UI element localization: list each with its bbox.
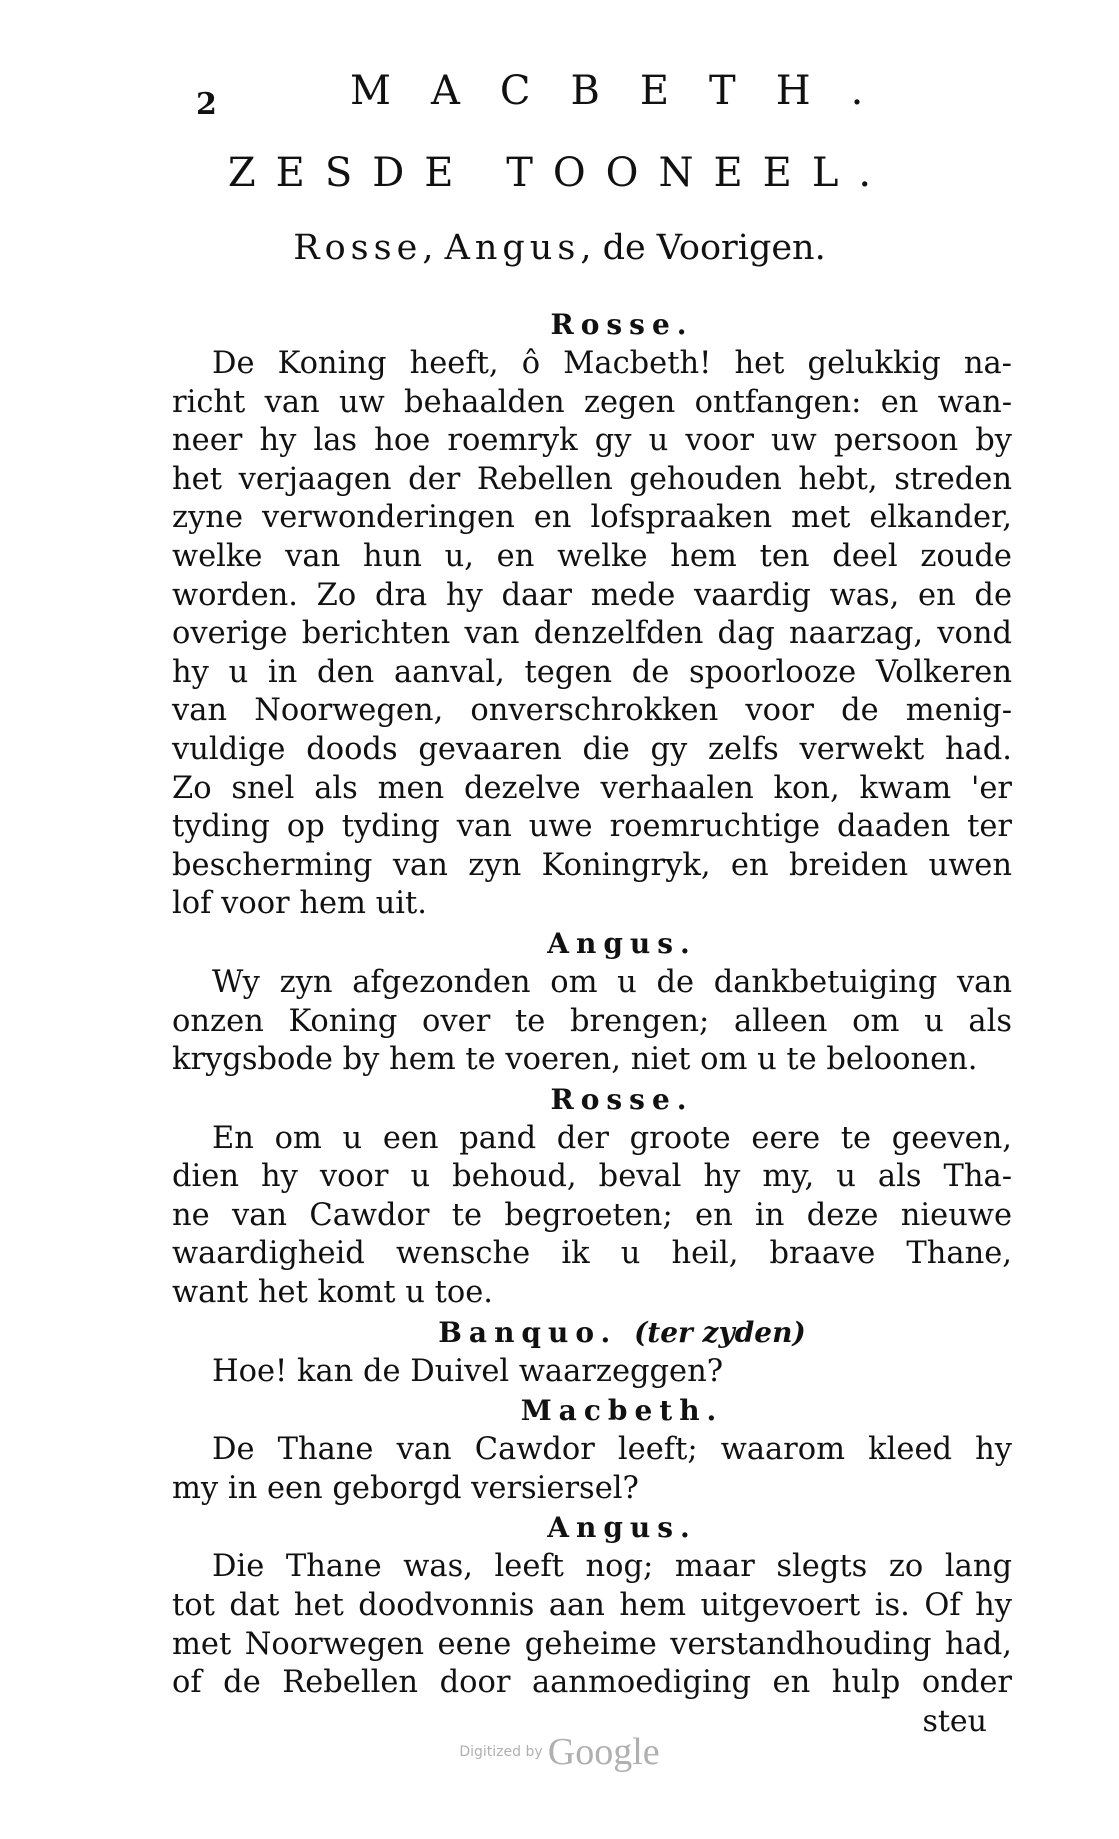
persons-rest: , de Voorigen. (580, 228, 826, 268)
text-line: ne van Cawdor te begroeten; en in deze nieuwe (172, 1197, 1012, 1233)
catchword: steu (922, 1703, 987, 1739)
speaker-heading (172, 305, 1012, 345)
text-line: overige berichten van denzelfden dag naarzag, vond (172, 616, 1012, 652)
text-line: bescherming van zyn Koningryk, en breiden uwen (172, 847, 1012, 883)
text-line: Die Thane was, leeft nog; maar slegts zo lang (212, 1549, 1012, 1585)
speaker-name: Angus. (547, 926, 697, 960)
text-line: vuldige doods gevaaren die gy zelfs verwekt had. (172, 731, 1012, 767)
text-line: krygsbode by hem te voeren, niet om u te beloonen. (172, 1042, 978, 1078)
text-line: het verjaagen der Rebellen gehouden hebt, streden (172, 461, 1012, 497)
text-line: van Noorwegen, onverschrokken voor de menig- (172, 693, 1012, 729)
text-line: want het komt u toe. (172, 1275, 493, 1311)
text-line: Hoe! kan de Duivel waarzeggen? (212, 1353, 724, 1389)
text-line: lof voor hem uit. (172, 886, 427, 922)
speaker-heading (172, 1313, 1012, 1353)
person-rosse: Rosse (293, 228, 423, 268)
speaker-name: Banquo. (438, 1315, 618, 1349)
text-line: met Noorwegen eene geheime verstandhouding had, (172, 1626, 1012, 1662)
text-line: of de Rebellen door aanmoediging en hulp onder (172, 1665, 1012, 1701)
text-line: tyding op tyding van uwe roemruchtige daaden ter (172, 809, 1012, 845)
text-line: dien hy voor u behoud, beval hy my, u als Tha- (172, 1159, 1012, 1195)
text-line: onzen Koning over te brengen; alleen om u als (172, 1003, 1012, 1039)
person-angus: Angus (444, 228, 581, 268)
digitized-by-label: Digitized by (459, 1744, 543, 1760)
speaker-heading (172, 924, 1012, 964)
text-line: waardigheid wensche ik u heil, braave Thane, (172, 1236, 1012, 1272)
text-line: Zo snel als men dezelve verhaalen kon, kwam 'er (172, 770, 1012, 806)
speaker-name: Macbeth. (520, 1394, 724, 1428)
text-line: zyne verwonderingen en lofspraaken met elkander, (172, 500, 1012, 536)
speaker-heading (172, 1080, 1012, 1120)
stage-direction: (ter zyden) (634, 1315, 806, 1349)
text-line: Wy zyn afgezonden om u de dankbetuiging van (212, 964, 1012, 1000)
text-line: welke van hun u, en welke hem ten deel zoude (172, 538, 1012, 574)
speaker-heading (172, 1391, 1012, 1431)
text-line: tot dat het doodvonnis aan hem uitgevoert is. Of hy (172, 1588, 1012, 1624)
text-line: De Koning heeft, ô Macbeth! het gelukkig na- (212, 346, 1012, 381)
text-line: neer hy las hoe roemryk gy u voor uw persoon by (172, 423, 1012, 459)
speaker-name: Rosse. (550, 308, 694, 341)
speaker-name: Angus. (547, 1511, 697, 1545)
page-number: 2 (196, 87, 217, 122)
play-text (172, 305, 1012, 1741)
digitization-watermark (0, 1730, 1119, 1774)
text-line: En om u een pand der groote eere te geeven, (212, 1120, 1012, 1156)
text-line: De Thane van Cawdor leeft; waarom kleed hy (212, 1432, 1012, 1468)
text-line: richt van uw behaalden zegen ontfangen: en wan- (172, 384, 1012, 420)
running-head: MACBETH. (350, 68, 904, 114)
scene-title: ZESDE TOONEEL. (227, 150, 892, 196)
google-logo: Google (547, 1731, 660, 1773)
speaker-name: Rosse. (550, 1082, 694, 1116)
text-line: worden. Zo dra hy daar mede vaardig was, en de (172, 577, 1012, 613)
text-line: hy u in den aanval, tegen de spoorlooze Volkeren (172, 654, 1012, 690)
persons-separator: , (422, 228, 445, 268)
speaker-heading (172, 1508, 1012, 1548)
text-line: my in een geborgd versiersel? (172, 1470, 639, 1506)
dramatis-personae (0, 228, 1119, 268)
